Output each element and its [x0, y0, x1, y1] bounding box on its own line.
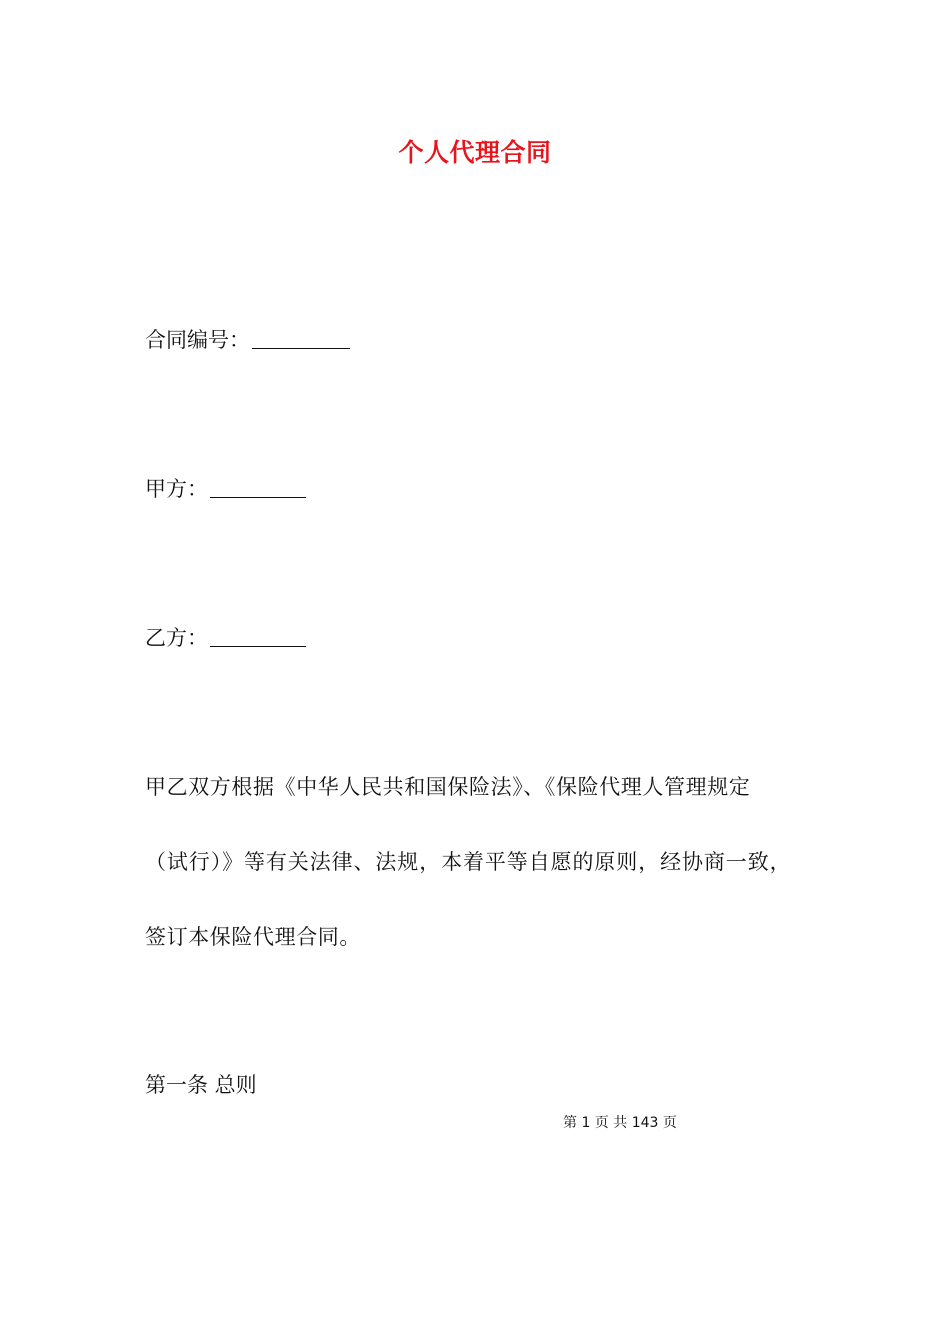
preamble-line: 甲乙双方根据《中华人民共和国保险法》、《保险代理人管理规定 [145, 775, 751, 799]
contract-number-field [145, 325, 350, 355]
preamble-line: 签订本保险代理合同。 [145, 925, 361, 949]
party-a-label: 甲方： [145, 477, 208, 501]
party-b-label: 乙方： [145, 626, 208, 650]
party-a-field [145, 474, 306, 504]
party-a-blank [210, 475, 306, 498]
party-b-blank [210, 624, 306, 647]
preamble-line: （试行）》等有关法律、法规，本着平等自愿的原则，经协商一致， [145, 850, 792, 874]
party-b-field [145, 623, 306, 653]
contract-number-label: 合同编号： [145, 328, 250, 352]
section-heading: 第一条 总则 [145, 1073, 257, 1097]
document-title: 个人代理合同 [398, 138, 552, 167]
page-indicator: 第 1 页 共 143 页 [563, 1115, 677, 1131]
contract-number-blank [252, 326, 350, 349]
